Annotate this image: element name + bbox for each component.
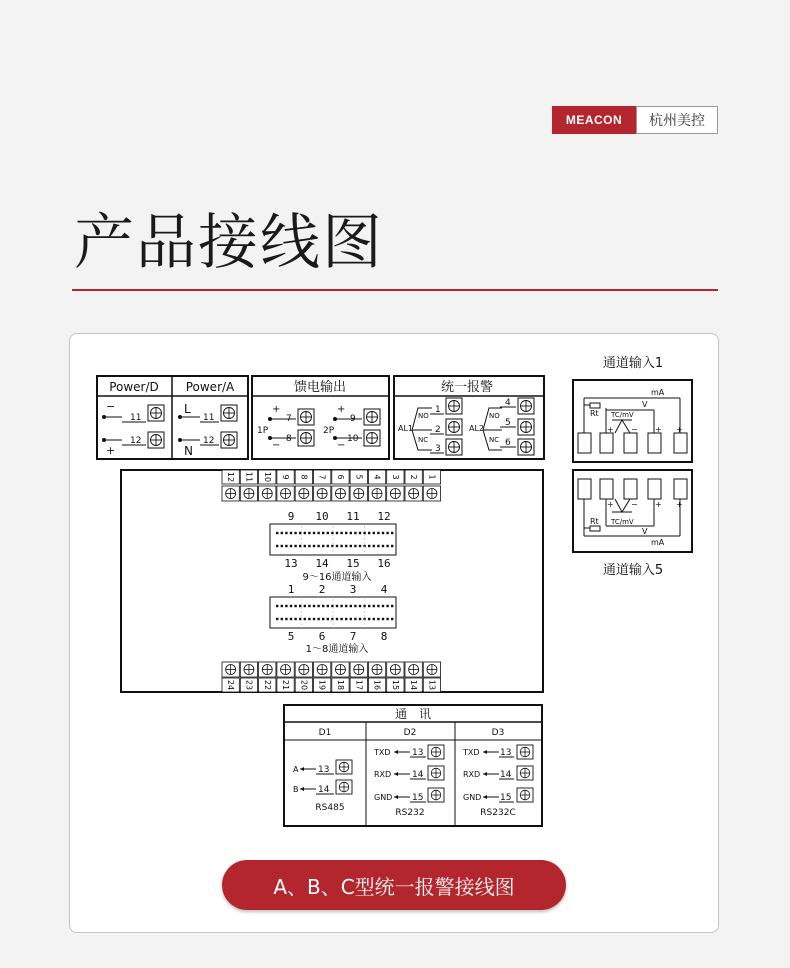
connector-pin bbox=[354, 618, 356, 620]
connector-pin bbox=[285, 605, 287, 607]
connector-pin bbox=[308, 532, 310, 534]
feed-2p-plus: + bbox=[337, 404, 346, 415]
comm-rs232-label: RS232 bbox=[395, 808, 425, 818]
power-a-terminal-11: 11 bbox=[203, 413, 215, 423]
conn-a-caption: 9～16通道输入 bbox=[302, 572, 372, 583]
comm-rs232c-label: RS232C bbox=[480, 808, 516, 818]
channel-input-5 bbox=[573, 470, 692, 578]
connector-pin bbox=[308, 545, 310, 547]
connector-pin bbox=[340, 545, 342, 547]
alarm-al2-no: NO bbox=[489, 412, 500, 420]
feed-2p-minus: − bbox=[337, 440, 346, 451]
alarm-al2-label: AL2 bbox=[469, 424, 485, 433]
feed-2p-label: 2P bbox=[323, 426, 335, 436]
connector-pin bbox=[299, 532, 301, 534]
connector-pin bbox=[327, 618, 329, 620]
connector-pin bbox=[391, 618, 393, 620]
comm-d3-txd: TXD bbox=[463, 748, 480, 757]
connector-pin bbox=[317, 532, 319, 534]
channel-input-1-label: 通道输入1 bbox=[602, 356, 664, 371]
conn-a-top-label: 10 bbox=[315, 510, 329, 523]
logo-company-name: 杭州美控 bbox=[636, 106, 718, 134]
alarm-terminal-1: 1 bbox=[435, 405, 441, 415]
power-a-terminal-12: 12 bbox=[203, 436, 215, 446]
connector-pin bbox=[327, 545, 329, 547]
terminal-cell bbox=[295, 662, 312, 692]
connector-pin bbox=[345, 618, 347, 620]
feed-output-box bbox=[252, 376, 389, 459]
ch5-minus: − bbox=[631, 500, 638, 509]
connector-pin bbox=[350, 618, 352, 620]
power-d-terminal-11: 11 bbox=[130, 413, 142, 423]
connector-pin bbox=[359, 618, 361, 620]
conn-b-caption: 1～8通道输入 bbox=[305, 644, 369, 655]
alarm-al1-label: AL1 bbox=[398, 424, 414, 433]
terminal-number: 16 bbox=[372, 679, 382, 691]
connector-pin bbox=[350, 605, 352, 607]
comm-d3-rxd: RXD bbox=[463, 770, 481, 779]
alarm-terminal-3: 3 bbox=[435, 444, 441, 454]
connector-pin bbox=[281, 605, 283, 607]
alarm-al1-no: NO bbox=[418, 412, 429, 420]
connector-pin bbox=[285, 618, 287, 620]
connector-pin bbox=[382, 605, 384, 607]
channel-input-5-label: 通道输入5 bbox=[602, 563, 664, 578]
terminal-number: 21 bbox=[281, 679, 291, 691]
connector-pin bbox=[336, 605, 338, 607]
connector-pin bbox=[377, 532, 379, 534]
power-d-terminal-12: 12 bbox=[130, 436, 142, 446]
ch1-plus-1: + bbox=[607, 425, 614, 434]
terminal-number: 15 bbox=[390, 679, 400, 691]
connector-pin bbox=[377, 618, 379, 620]
connector-pin bbox=[294, 618, 296, 620]
conn-a-bottom-label: 13 bbox=[284, 557, 298, 570]
terminal-cell bbox=[277, 662, 294, 692]
connector-pin bbox=[354, 545, 356, 547]
connector-pin bbox=[354, 532, 356, 534]
terminal-number: 9 bbox=[281, 474, 291, 480]
connector-pin bbox=[359, 532, 361, 534]
conn-a-bottom-label: 15 bbox=[346, 557, 360, 570]
connector-pin bbox=[340, 618, 342, 620]
connector-pin bbox=[386, 618, 388, 620]
connector-pin bbox=[391, 532, 393, 534]
comm-d3-header: D3 bbox=[491, 728, 505, 738]
terminal-number: 4 bbox=[372, 474, 382, 480]
connector-pin bbox=[276, 532, 278, 534]
connector-pin bbox=[340, 605, 342, 607]
ch1-ma-label: mA bbox=[651, 388, 665, 397]
connector-pin bbox=[322, 618, 324, 620]
feed-terminal-9: 9 bbox=[350, 414, 356, 424]
connector-pin bbox=[386, 545, 388, 547]
alarm-terminal-4: 4 bbox=[505, 398, 511, 408]
connector-pin bbox=[281, 532, 283, 534]
conn-b-bottom-label: 7 bbox=[349, 630, 357, 643]
power-terminal-box bbox=[97, 376, 248, 459]
connector-pin bbox=[304, 618, 306, 620]
connector-pin bbox=[308, 618, 310, 620]
connector-pin bbox=[281, 545, 283, 547]
connector-pin bbox=[290, 605, 292, 607]
comm-d2-terminal-13: 13 bbox=[412, 748, 424, 758]
comm-d3-terminal-15: 15 bbox=[500, 793, 512, 803]
connector-pin bbox=[377, 605, 379, 607]
alarm-al2-nc: NC bbox=[489, 436, 500, 444]
terminal-cell bbox=[387, 662, 404, 692]
page-title: 产品接线图 bbox=[74, 208, 384, 278]
connector-pin bbox=[350, 532, 352, 534]
connector-pin bbox=[373, 605, 375, 607]
power-a-n-label: N bbox=[184, 444, 193, 458]
feed-terminal-7: 7 bbox=[286, 414, 292, 424]
feed-terminal-8: 8 bbox=[286, 434, 292, 444]
connector-pin bbox=[322, 545, 324, 547]
power-d-header: Power/D bbox=[109, 380, 159, 394]
terminal-number: 7 bbox=[317, 474, 327, 480]
terminal-number: 17 bbox=[354, 679, 364, 691]
comm-d3-terminal-14: 14 bbox=[500, 770, 512, 780]
connector-pin bbox=[363, 532, 365, 534]
connector-pin bbox=[317, 618, 319, 620]
feed-output-header: 馈电输出 bbox=[293, 380, 347, 395]
terminal-number: 1 bbox=[427, 474, 437, 480]
connector-pin bbox=[331, 605, 333, 607]
terminal-number: 18 bbox=[335, 679, 345, 691]
connector-pin bbox=[299, 545, 301, 547]
caption-badge: A、B、C型统一报警接线图 bbox=[222, 860, 566, 910]
conn-a-top-label: 9 bbox=[287, 510, 295, 523]
comm-d2-txd: TXD bbox=[374, 748, 391, 757]
connector-pin bbox=[290, 545, 292, 547]
connector-pin bbox=[285, 545, 287, 547]
comm-d3-gnd: GND bbox=[463, 793, 482, 802]
connector-pin bbox=[391, 545, 393, 547]
conn-a-top-label: 11 bbox=[346, 510, 360, 523]
feed-terminal-10: 10 bbox=[347, 434, 359, 444]
terminal-cell bbox=[350, 662, 367, 692]
connector-pin bbox=[294, 605, 296, 607]
conn-b-top-label: 2 bbox=[318, 583, 326, 596]
connector-pin bbox=[276, 618, 278, 620]
connector-pin bbox=[276, 545, 278, 547]
ch5-plus-2: + bbox=[655, 500, 662, 509]
terminal-number: 8 bbox=[299, 474, 309, 480]
comm-d2-terminal-14: 14 bbox=[412, 770, 424, 780]
connector-pin bbox=[294, 532, 296, 534]
connector-pin bbox=[308, 605, 310, 607]
alarm-header: 统一报警 bbox=[440, 380, 494, 395]
comm-d2-header: D2 bbox=[403, 728, 417, 738]
conn-a-top-label: 12 bbox=[377, 510, 391, 523]
connector-pin bbox=[313, 618, 315, 620]
feed-1p-label: 1P bbox=[257, 426, 269, 436]
connector-pin bbox=[368, 545, 370, 547]
connector-pin bbox=[336, 545, 338, 547]
terminal-cell bbox=[405, 662, 422, 692]
terminal-cell bbox=[314, 662, 331, 692]
connector-pin bbox=[377, 545, 379, 547]
connector-pin bbox=[304, 545, 306, 547]
terminal-number: 24 bbox=[226, 679, 236, 691]
communication-box bbox=[284, 705, 542, 826]
connector-pin bbox=[290, 618, 292, 620]
connector-pin bbox=[386, 605, 388, 607]
alarm-terminal-2: 2 bbox=[435, 425, 441, 435]
power-d-plus-label: + bbox=[106, 444, 116, 457]
unified-alarm-box bbox=[394, 376, 544, 459]
ch1-rt-label: Rt bbox=[590, 409, 599, 418]
conn-b-bottom-label: 6 bbox=[318, 630, 326, 643]
connector-pin bbox=[317, 605, 319, 607]
connector-pin bbox=[368, 532, 370, 534]
alarm-terminal-5: 5 bbox=[505, 418, 511, 428]
conn-b-top-label: 1 bbox=[287, 583, 295, 596]
terminal-number: 3 bbox=[390, 474, 400, 480]
terminal-number: 13 bbox=[427, 679, 437, 691]
comm-rs485-label: RS485 bbox=[315, 803, 345, 813]
terminal-number: 2 bbox=[409, 474, 419, 480]
connector-pin bbox=[294, 545, 296, 547]
feed-1p-minus: − bbox=[272, 440, 281, 451]
terminal-cell bbox=[240, 662, 257, 692]
ch1-tc-label: TC/mV bbox=[611, 411, 634, 419]
connector-pin bbox=[382, 618, 384, 620]
comm-d3-terminal-13: 13 bbox=[500, 748, 512, 758]
terminal-cell bbox=[259, 662, 276, 692]
comm-header: 通 讯 bbox=[394, 707, 432, 721]
ch1-minus: − bbox=[631, 425, 638, 434]
comm-d1-header: D1 bbox=[318, 728, 332, 738]
connector-pin bbox=[391, 605, 393, 607]
terminal-number: 14 bbox=[409, 679, 419, 691]
terminal-number: 22 bbox=[262, 679, 272, 691]
connector-pin bbox=[331, 532, 333, 534]
connector-pin bbox=[336, 532, 338, 534]
connector-pin bbox=[382, 545, 384, 547]
conn-a-bottom-label: 14 bbox=[315, 557, 329, 570]
connector-pin bbox=[386, 532, 388, 534]
ch1-plus-3: + bbox=[676, 425, 683, 434]
connector-pin bbox=[345, 545, 347, 547]
comm-d2-gnd: GND bbox=[374, 793, 393, 802]
connector-pin bbox=[359, 605, 361, 607]
ch5-v-label: V bbox=[642, 527, 648, 536]
connector-pin bbox=[373, 532, 375, 534]
terminal-cell bbox=[222, 662, 239, 692]
ch1-v-label: V bbox=[642, 400, 648, 409]
terminal-cell bbox=[368, 662, 385, 692]
connector-pin bbox=[363, 605, 365, 607]
connector-pin bbox=[327, 532, 329, 534]
conn-b-top-label: 3 bbox=[349, 583, 357, 596]
connector-pin bbox=[276, 605, 278, 607]
connector-pin bbox=[350, 545, 352, 547]
connector-pin bbox=[327, 605, 329, 607]
ch1-plus-2: + bbox=[655, 425, 662, 434]
feed-1p-plus: + bbox=[272, 404, 281, 415]
connector-pin bbox=[313, 545, 315, 547]
connector-pin bbox=[345, 605, 347, 607]
connector-pin bbox=[304, 532, 306, 534]
terminal-cell bbox=[332, 662, 349, 692]
connector-pin bbox=[299, 618, 301, 620]
ch5-plus-3: + bbox=[676, 500, 683, 509]
channel-input-1 bbox=[573, 355, 692, 462]
connector-pin bbox=[304, 605, 306, 607]
connector-pin bbox=[354, 605, 356, 607]
conn-a-bottom-label: 16 bbox=[377, 557, 391, 570]
connector-pin bbox=[373, 618, 375, 620]
ch5-plus-1: + bbox=[607, 500, 614, 509]
terminal-number: 20 bbox=[299, 679, 309, 691]
power-d-minus-label: − bbox=[106, 400, 116, 413]
terminal-number: 23 bbox=[244, 679, 254, 691]
terminal-number: 6 bbox=[335, 474, 345, 480]
connector-pin bbox=[322, 605, 324, 607]
connector-pin bbox=[299, 605, 301, 607]
main-terminal-panel bbox=[121, 470, 543, 692]
connector-pin bbox=[313, 532, 315, 534]
power-a-l-label: L bbox=[184, 402, 191, 416]
ch5-rt-label: Rt bbox=[590, 517, 599, 526]
connector-pin bbox=[340, 532, 342, 534]
connector-pin bbox=[359, 545, 361, 547]
conn-b-bottom-label: 5 bbox=[287, 630, 295, 643]
power-a-header: Power/A bbox=[185, 380, 235, 394]
comm-d2-rxd: RXD bbox=[374, 770, 392, 779]
terminal-number: 12 bbox=[226, 471, 236, 483]
terminal-number: 11 bbox=[244, 471, 254, 483]
connector-pin bbox=[313, 605, 315, 607]
connector-pin bbox=[345, 532, 347, 534]
connector-pin bbox=[336, 618, 338, 620]
comm-d2-terminal-15: 15 bbox=[412, 793, 424, 803]
logo-mark: MEACON bbox=[552, 106, 636, 134]
connector-pin bbox=[290, 532, 292, 534]
connector-pin bbox=[322, 532, 324, 534]
terminal-number: 5 bbox=[354, 474, 364, 480]
comm-d1-b: B bbox=[293, 785, 299, 794]
conn-b-bottom-label: 8 bbox=[380, 630, 388, 643]
connector-pin bbox=[317, 545, 319, 547]
connector-pin bbox=[368, 618, 370, 620]
alarm-al1-nc: NC bbox=[418, 436, 429, 444]
connector-pin bbox=[368, 605, 370, 607]
terminal-number: 19 bbox=[317, 679, 327, 691]
connector-pin bbox=[281, 618, 283, 620]
comm-d1-terminal-13: 13 bbox=[318, 765, 330, 775]
conn-b-top-label: 4 bbox=[380, 583, 388, 596]
connector-pin bbox=[382, 532, 384, 534]
terminal-number: 10 bbox=[262, 471, 272, 483]
comm-d1-a: A bbox=[293, 765, 299, 774]
alarm-terminal-6: 6 bbox=[505, 438, 511, 448]
comm-d1-terminal-14: 14 bbox=[318, 785, 330, 795]
connector-pin bbox=[285, 532, 287, 534]
connector-pin bbox=[373, 545, 375, 547]
ch5-ma-label: mA bbox=[651, 538, 665, 547]
ch5-tc-label: TC/mV bbox=[611, 518, 634, 526]
terminal-cell bbox=[423, 662, 440, 692]
